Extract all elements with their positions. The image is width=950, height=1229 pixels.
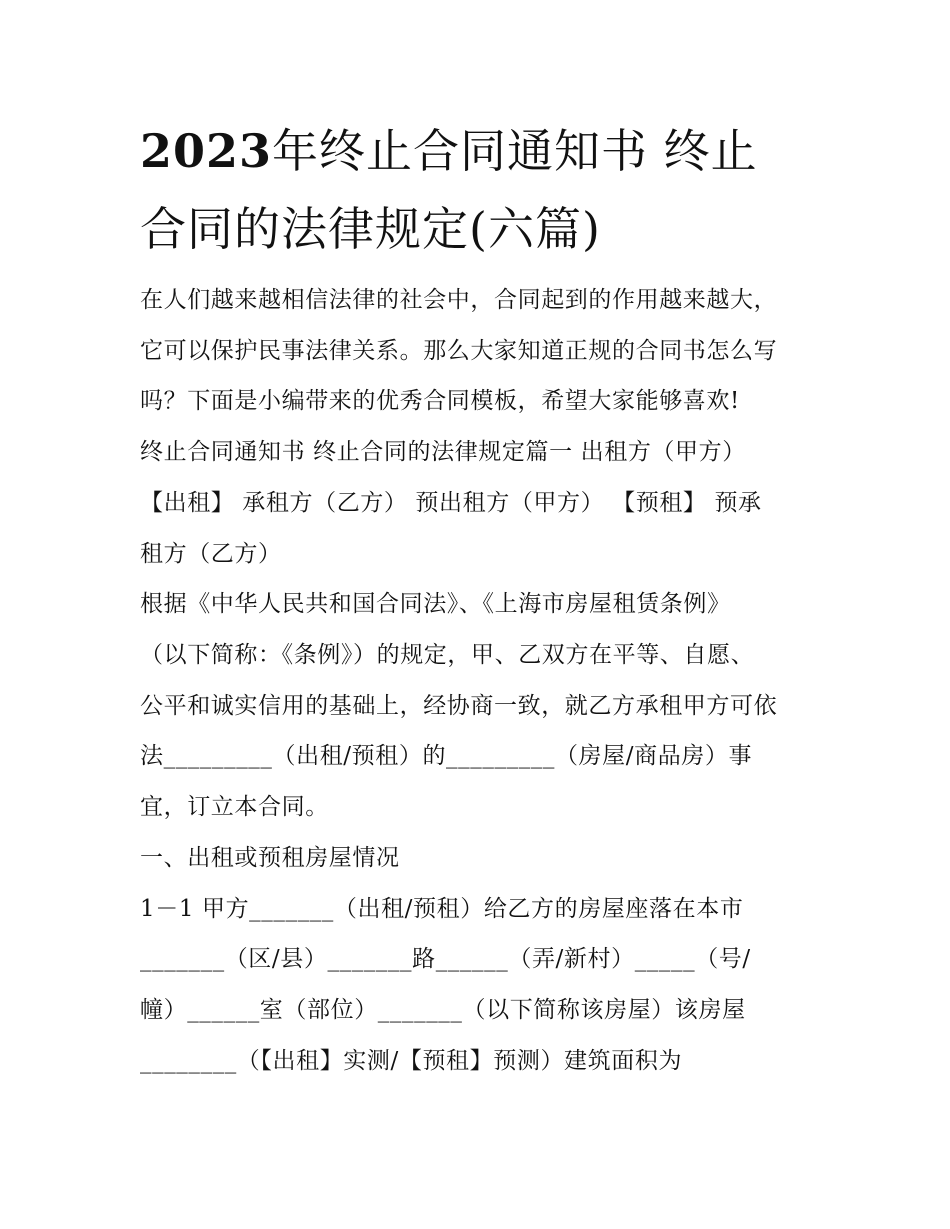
body-line: 吗？下面是小编带来的优秀合同模板，希望大家能够喜欢! xyxy=(140,388,740,414)
body-line: 宜，订立本合同。 xyxy=(140,794,329,820)
section-heading: 一、出租或预租房屋情况 xyxy=(140,845,400,871)
body-line: _______（区/县）_______路______（弄/新村）_____（号/ xyxy=(140,946,751,972)
title-line-1: 年终止合同通知书 终止 xyxy=(272,124,758,178)
body-line: 1－1 甲方_______（出租/预租）给乙方的房屋座落在本市 xyxy=(140,896,744,922)
title-line-2: 合同的法律规定(六篇) xyxy=(140,202,601,256)
body-line: 【出租】 承租方（乙方） 预出租方（甲方） 【预租】 预承 xyxy=(140,490,762,516)
body-line: 根据《中华人民共和国合同法》、《上海市房屋租赁条例》 xyxy=(140,591,731,617)
body-line: 公平和诚实信用的基础上，经协商一致，就乙方承租甲方可依 xyxy=(140,693,778,719)
body-line: 幢）______室（部位）_______（以下简称该房屋）该房屋 xyxy=(140,997,746,1023)
body-line: ________（【出租】实测/【预租】预测）建筑面积为 xyxy=(140,1048,683,1074)
body-line: 它可以保护民事法律关系。那么大家知道正规的合同书怎么写 xyxy=(140,338,778,364)
body-line: 终止合同通知书 终止合同的法律规定篇一 出租方（甲方） xyxy=(140,439,746,465)
body-line: 在人们越来越相信法律的社会中，合同起到的作用越来越大， xyxy=(140,287,778,313)
body-line: 法_________（出租/预租）的_________（房屋/商品房）事 xyxy=(140,743,753,769)
document-title xyxy=(140,112,820,268)
body-line: 租方（乙方） xyxy=(140,541,282,567)
title-year: 2023 xyxy=(140,124,273,178)
body-line: （以下简称：《条例》）的规定，甲、乙双方在平等、自愿、 xyxy=(140,642,755,668)
